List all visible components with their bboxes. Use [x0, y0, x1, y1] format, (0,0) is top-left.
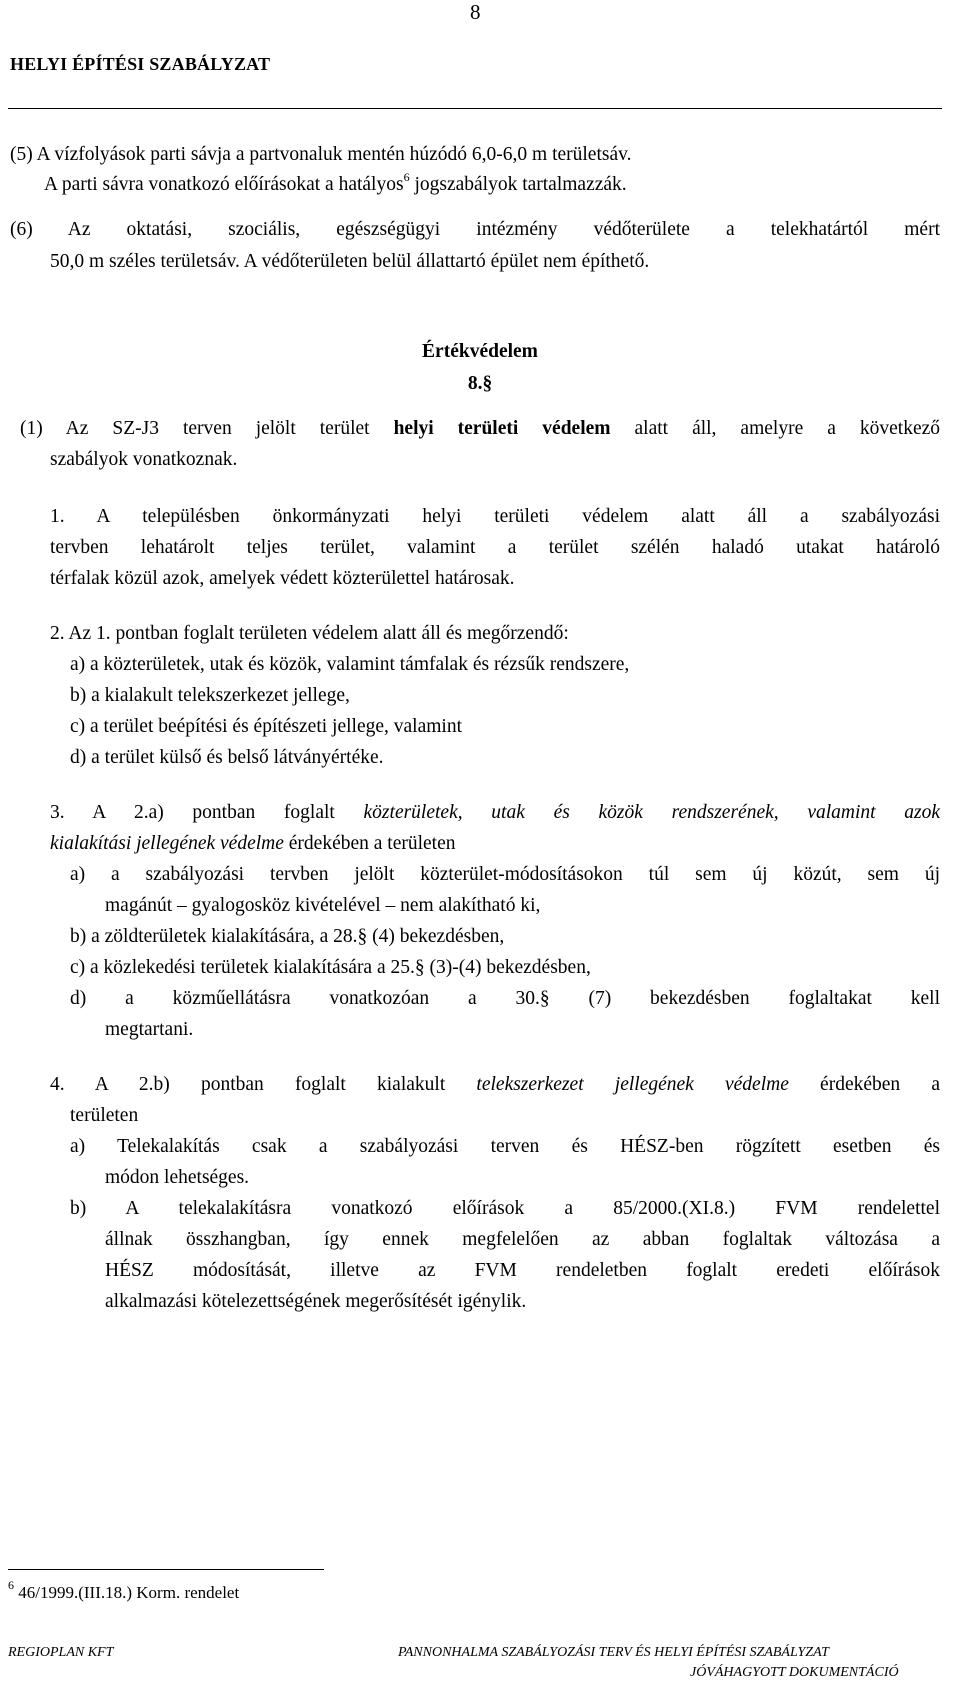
paragraph-5-line-1: (5) A vízfolyások parti sávja a partvonaluk mentén húzódó 6,0-6,0 m területsáv. [10, 144, 632, 165]
item-3-a-line-1: a) a szabályozási tervben jelölt közterület-módosításokon túl sem új közút, sem új [70, 864, 940, 885]
subsection-1-line-2: szabályok vonatkoznak. [50, 449, 238, 470]
item-1-line-2: tervben lehatárolt teljes terület, valamint a terület szélén haladó utakat határoló [50, 537, 940, 558]
item-2-b: b) a kialakult telekszerkezet jellege, [70, 685, 350, 706]
footnote: $^6$ 46/1999.(III.18.) Korm. rendelet [8, 1578, 240, 1602]
item-4-a-line-2: módon lehetséges. [105, 1167, 250, 1188]
paragraph-6-line-1: (6) Az oktatási, szociális, egészségügyi intézmény védőterülete a telekhatártól mért [10, 219, 940, 240]
footnote-rule [8, 1569, 324, 1570]
item-3-c: c) a közlekedési területek kialakítására a 25.§ (3)-(4) bekezdésben, [70, 957, 591, 978]
item-4-b-line-1: b) A telekalakításra vonatkozó előírások a 85/2000.(XI.8.) FVM rendelettel [70, 1198, 940, 1219]
item-1-line-1: 1. A településben önkormányzati helyi területi védelem alatt áll a szabályozási [50, 506, 940, 527]
item-4-b-line-2: állnak összhangban, így ennek megfelelően az abban foglaltak változása a [105, 1229, 940, 1250]
subsection-1-line-1: (1) Az SZ-J3 terven jelölt terület helyi területi védelem alatt áll, amelyre a következő [20, 418, 941, 439]
item-2-a: a) a közterületek, utak és közök, valamint támfalak és rézsűk rendszere, [70, 654, 630, 675]
footer-company: REGIOPLAN KFT [8, 1645, 114, 1660]
footer-document-title: PANNONHALMA SZABÁLYOZÁSI TERV ÉS HELYI ÉPÍTÉSI SZABÁLYZAT [398, 1645, 829, 1660]
item-2-d: d) a terület külső és belső látványértéke. [70, 747, 384, 768]
footnote-reference: 6 [403, 170, 410, 184]
footnote-marker: 6 [8, 1578, 14, 1592]
section-number: 8.§ [467, 373, 493, 394]
item-4-b-line-4: alkalmazási kötelezettségének megerősítését igénylik. [105, 1291, 527, 1312]
item-3-line-2: kialakítási jellegének védelme érdekében a területen [50, 833, 456, 854]
item-4-b-line-3: HÉSZ módosítását, illetve az FVM rendeletben foglalt eredeti előírások [105, 1260, 940, 1281]
item-3-line-1: 3. A 2.a) pontban foglalt közterületek, utak és közök rendszerének, valamint azok [50, 802, 941, 823]
paragraph-6-line-2: 50,0 m széles területsáv. A védőterületen belül állattartó épület nem építhető. [50, 251, 650, 272]
document-header-title: HELYI ÉPÍTÉSI SZABÁLYZAT [10, 54, 271, 74]
item-4-line-2: területen [70, 1105, 139, 1126]
footer-document-status: JÓVÁHAGYOTT DOKUMENTÁCIÓ [690, 1665, 899, 1680]
item-3-d-line-1: d) a közműellátásra vonatkozóan a 30.§ (7) bekezdésben foglaltakat kell [70, 988, 940, 1009]
item-3-b: b) a zöldterületek kialakítására, a 28.§ (4) bekezdésben, [70, 926, 505, 947]
section-title: Értékvédelem [422, 341, 538, 362]
item-3-d-line-2: megtartani. [105, 1019, 194, 1040]
item-3-a-line-2: magánút – gyalogosköz kivételével – nem alakítható ki, [105, 895, 541, 916]
item-4-a-line-1: a) Telekalakítás csak a szabályozási terven és HÉSZ-ben rögzített esetben és [70, 1136, 940, 1157]
header-rule [8, 108, 942, 109]
item-2-c: c) a terület beépítési és építészeti jellege, valamint [70, 716, 462, 737]
paragraph-5-line-2: A parti sávra vonatkozó előírásokat a hatályos$^6$ jogszabályok tartalmazzák. [44, 170, 627, 195]
item-4-line-1: 4. A 2.b) pontban foglalt kialakult telekszerkezet jellegének védelme érdekében a [50, 1074, 940, 1095]
item-2-intro: 2. Az 1. pontban foglalt területen védelem alatt áll és megőrzendő: [50, 623, 569, 644]
item-1-line-3: térfalak közül azok, amelyek védett közterülettel határosak. [50, 568, 515, 589]
page-number: 8 [470, 0, 481, 24]
